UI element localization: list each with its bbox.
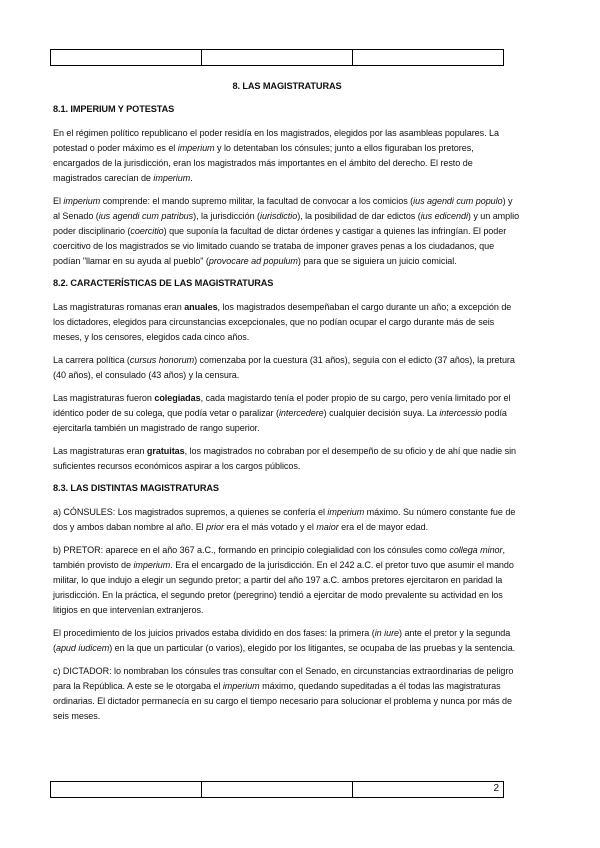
paragraph: [53, 353, 521, 383]
text-run: ) que suponía la facultad de dictar órdenes y castigar a quienes las infringían. El poder coercitivo de los magistrados se vio limitado cuando se trataba de imponer graves penas a los ciudadanos, que podían "llamar en su ayuda al pueblo" (: [53, 226, 507, 266]
section-heading-distintas: 8.3. LAS DISTINTAS MAGISTRATURAS: [53, 483, 219, 493]
text-run: , cada magistardo tenía el poder propio de su cargo, pero venía limitado por el idéntico poder de su colega, que podía vetar o paralizar (: [53, 393, 511, 418]
italic-term: collega minor: [449, 545, 503, 555]
footer-cell-right: [353, 782, 504, 798]
italic-term: imperium: [153, 173, 191, 183]
text-run: a) CÓNSULES: Los magistrados supremos, a quienes se confería el: [53, 507, 328, 517]
section-heading-imperium: 8.1. IMPERIUM Y POTESTAS: [53, 104, 175, 114]
italic-term: intercedere: [278, 408, 324, 418]
italic-term: intercessio: [439, 408, 483, 418]
text-run: ) cualquier decisión suya. La: [323, 408, 440, 418]
text-run: ) para que se siguiera un juicio comicial.: [297, 256, 457, 266]
section-heading-caracteristicas: 8.2. CARACTERÍSTICAS DE LAS MAGISTRATURAS: [53, 278, 274, 288]
italic-term: imperium: [177, 143, 215, 153]
text-run: El procedimiento de los juicios privados estaba dividido en dos fases: la primera (: [53, 628, 375, 638]
paragraph: [53, 444, 521, 474]
italic-term: provocare ad populum: [208, 256, 298, 266]
italic-term: ius agendi cum patribus: [98, 211, 194, 221]
text-run: era el de mayor edad.: [338, 522, 429, 532]
text-run: Las magistraturas eran: [53, 446, 147, 456]
footer-cell-middle: [202, 782, 353, 798]
page-number: 2: [493, 783, 499, 794]
text-run: era el más votado y el: [223, 522, 317, 532]
paragraph: [53, 664, 521, 724]
footer-table: [50, 781, 504, 798]
bold-term: colegiadas: [154, 393, 201, 403]
text-run: ) comenzaba por la cuestura (31 años), seguía con el edicto (37 años), la pretura (40 años), el consulado (43 años) y la censura.: [53, 355, 515, 380]
italic-term: imperium: [63, 196, 101, 206]
text-run: En el régimen político republicano el poder residía en los magistrados, elegidos por las asambleas populares. La potestad o poder máximo es el: [53, 128, 500, 153]
paragraph: [53, 505, 521, 535]
text-run: máximo, quedando supeditadas a él todas las magistraturas ordinarias. El dictador permanecía en su cargo el tiempo necesario para solucionar el problema y nunca por más de seis meses.: [53, 681, 513, 721]
italic-term: iurisdictio: [260, 211, 298, 221]
text-run: podía ejercitarla también un magistrado de rango superior.: [53, 408, 507, 433]
paragraph: [53, 194, 521, 269]
text-run: La carrera política (: [53, 355, 130, 365]
text-run: , también provisto de: [53, 545, 505, 570]
text-run: El: [53, 196, 64, 206]
header-table: [50, 49, 504, 66]
text-run: comprende: el mando supremo militar, la facultad de convocar a los comicios (: [100, 196, 414, 206]
text-run: y lo detentaban los cónsules; junto a ellos figuraban los pretores, encargados de la jurisdicción, eran los magistrados más importantes en el ámbito del derecho. El resto de magistrados carecían de: [53, 143, 474, 183]
text-run: ) ante el pretor y la segunda (: [53, 628, 511, 653]
bold-term: anuales: [184, 302, 218, 312]
italic-term: cursus honorum: [129, 355, 195, 365]
italic-term: apud iudicem: [55, 643, 110, 653]
header-cell-middle: [202, 50, 353, 66]
text-run: ) en la que un particular (o varios), elegido por los litigantes, se ocupaba de las pruebas y la sentencia.: [109, 643, 516, 653]
italic-term: ius agendi cum populo: [413, 196, 503, 206]
text-run: . Era el encargado de la jurisdicción. En el 242 a.C. el pretor tuvo que asumir el mando militar, lo que indujo a elegir un segundo pretor; a partir del año 197 a.C. ambos pretores ejercitaron en paridad la jurisdicción. En la práctica, el segundo pretor (peregrino) tendió a ejercitar de modo prevalente su actividad en los litigios en que intervenían extranjeros.: [53, 560, 514, 615]
paragraph: [53, 626, 521, 656]
text-run: ) y al Senado (: [53, 196, 513, 221]
text-run: .: [190, 173, 193, 183]
italic-term: imperium: [327, 507, 365, 517]
document-body: [53, 80, 521, 732]
header-cell-left: [51, 50, 202, 66]
text-run: ), la posibilidad de dar edictos (: [297, 211, 421, 221]
paragraph: [53, 391, 521, 436]
text-run: c) DICTADOR: lo nombraban los cónsules tras consultar con el Senado, en circunstancias extraordinarias de peligro para la República. A este se le otorgaba el: [53, 666, 514, 691]
italic-term: maior: [316, 522, 339, 532]
italic-term: coercitio: [130, 226, 164, 236]
italic-term: in iure: [374, 628, 400, 638]
italic-term: imperium: [222, 681, 260, 691]
italic-term: imperium: [133, 560, 171, 570]
text-run: ), la jurisdicción (: [193, 211, 261, 221]
header-cell-right: [353, 50, 504, 66]
text-run: ) y un amplio poder disciplinario (: [53, 211, 520, 236]
text-run: , los magistrados no cobraban por el desempeño de su oficio y de ahí que nadie sin suficientes recursos económicos aspirar a los cargos públicos.: [53, 446, 517, 471]
text-run: máximo. Su número constante fue de dos y ambos daban nombre al año. El: [53, 507, 516, 532]
text-run: Las magistraturas fueron: [53, 393, 155, 403]
paragraph: [53, 300, 521, 345]
text-run: b) PRETOR: aparece en el año 367 a.C., formando en principio colegialidad con los cónsules como: [53, 545, 450, 555]
bold-term: gratuitas: [146, 446, 185, 456]
text-run: , los magistrados desempeñaban el cargo durante un año; a excepción de los dictadores, elegidos para circunstancias excepcionales, que no podían ocupar el cargo durante más de seis meses, y los censores, elegidos cada cinco años.: [53, 302, 512, 342]
text-run: Las magistraturas romanas eran: [53, 302, 185, 312]
italic-term: prior: [206, 522, 224, 532]
page-title: 8. LAS MAGISTRATURAS: [232, 81, 342, 91]
paragraph: [53, 126, 521, 186]
footer-cell-left: [51, 782, 202, 798]
italic-term: ius edicendi: [420, 211, 468, 221]
paragraph: [53, 543, 521, 618]
